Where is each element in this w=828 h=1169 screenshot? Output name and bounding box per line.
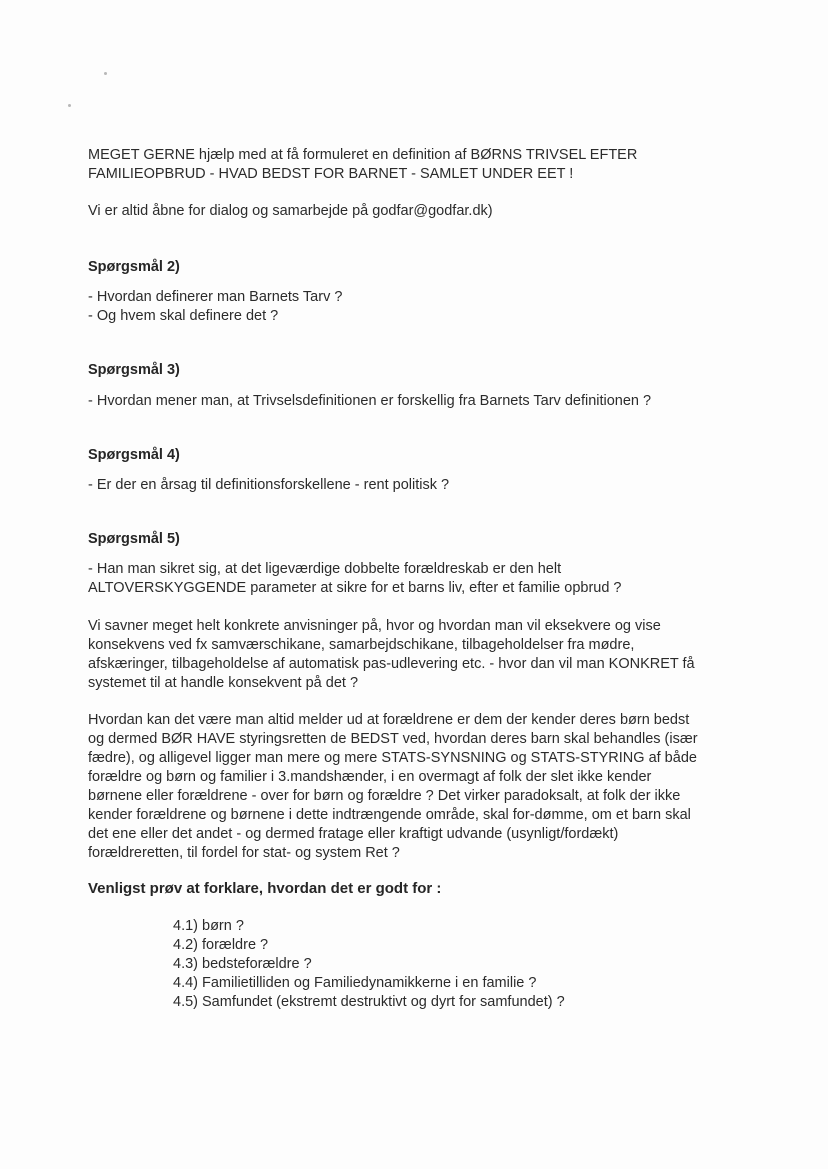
list-item: 4.5) Samfundet (ekstremt destruktivt og dyrt for samfundet) ?: [173, 994, 565, 1010]
text-line: Vi savner meget helt konkrete anvisninger på, hvor og hvordan man vil eksekvere og vise: [88, 618, 661, 634]
concrete-guidance-paragraph: [88, 617, 748, 693]
text-line: børnene eller forældrene - over for børn og forældre ? Det virker paradoksalt, at folk der ikke: [88, 788, 681, 804]
text-line: ALTOVERSKYGGENDE parameter at sikre for et barns liv, efter et familie opbrud ?: [88, 580, 622, 596]
text-line: Vi er altid åbne for dialog og samarbejde på godfar@godfar.dk): [88, 203, 493, 219]
question-3-heading: Spørgsmål 3): [88, 362, 180, 378]
list-item: 4.1) børn ?: [173, 918, 244, 934]
text-line: forældre og børn og familier i 3.mandshænder, i en overmagt af folk der slet ikke kender: [88, 769, 652, 785]
question-2-heading: Spørgsmål 2): [88, 259, 180, 275]
closing-heading: Venligst prøv at forklare, hvordan det er godt for :: [88, 880, 442, 897]
text-line: - Hvordan mener man, at Trivselsdefinitionen er forskellig fra Barnets Tarv definitionen ?: [88, 393, 652, 409]
text-line: forældreretten, til fordel for stat- og system Ret ?: [88, 845, 400, 861]
text-line: systemet til at handle konsekvent på det ?: [88, 675, 359, 691]
text-line: Hvordan kan det være man altid melder ud at forældrene er dem der kender deres børn bedst: [88, 712, 690, 728]
text-line: MEGET GERNE hjælp med at få formuleret en definition af BØRNS TRIVSEL EFTER: [88, 147, 638, 163]
text-line: - Hvordan definerer man Barnets Tarv ?: [88, 289, 343, 305]
question-3-body: [88, 392, 748, 411]
text-line: konsekvens ved fx samværschikane, samarbejdschikane, tilbageholdelser fra mødre,: [88, 637, 635, 653]
list-item: 4.3) bedsteforældre ?: [173, 956, 312, 972]
text-line: FAMILIEOPBRUD - HVAD BEDST FOR BARNET - SAMLET UNDER EET !: [88, 166, 574, 182]
scan-speck: [104, 72, 107, 75]
question-2-body: [88, 288, 748, 326]
contact-line: [88, 202, 748, 221]
text-line: det ene eller det andet - og dermed fratage eller kraftigt udvande (usynligt/fordækt): [88, 826, 619, 842]
scan-speck: [68, 104, 71, 107]
text-line: - Og hvem skal definere det ?: [88, 308, 279, 324]
list-item: 4.4) Familietilliden og Familiedynamikkerne i en familie ?: [173, 975, 537, 991]
text-line: afskæringer, tilbageholdelse af automatisk pas-udlevering etc. - hvor dan vil man KONKRET få: [88, 656, 695, 672]
text-line: - Er der en årsag til definitionsforskellene - rent politisk ?: [88, 477, 450, 493]
question-5-heading: Spørgsmål 5): [88, 531, 180, 547]
question-4-heading: Spørgsmål 4): [88, 447, 180, 463]
text-line: kender forældrene og børnene i dette indtrængende område, skal for-dømme, om et barn skal: [88, 807, 691, 823]
paradox-paragraph: [88, 711, 748, 863]
text-line: - Han man sikret sig, at det ligeværdige dobbelte forældreskab er den helt: [88, 561, 562, 577]
closing-list: [173, 917, 565, 1012]
text-line: fædre), og alligevel ligger man mere og mere STATS-SYNSNING og STATS-STYRING af både: [88, 750, 697, 766]
intro-paragraph: [88, 146, 748, 184]
question-4-body: [88, 476, 748, 495]
list-item: 4.2) forældre ?: [173, 937, 269, 953]
text-line: og dermed BØR HAVE styringsretten de BEDST ved, hvordan deres barn skal behandles (især: [88, 731, 698, 747]
question-5-body: [88, 560, 748, 598]
